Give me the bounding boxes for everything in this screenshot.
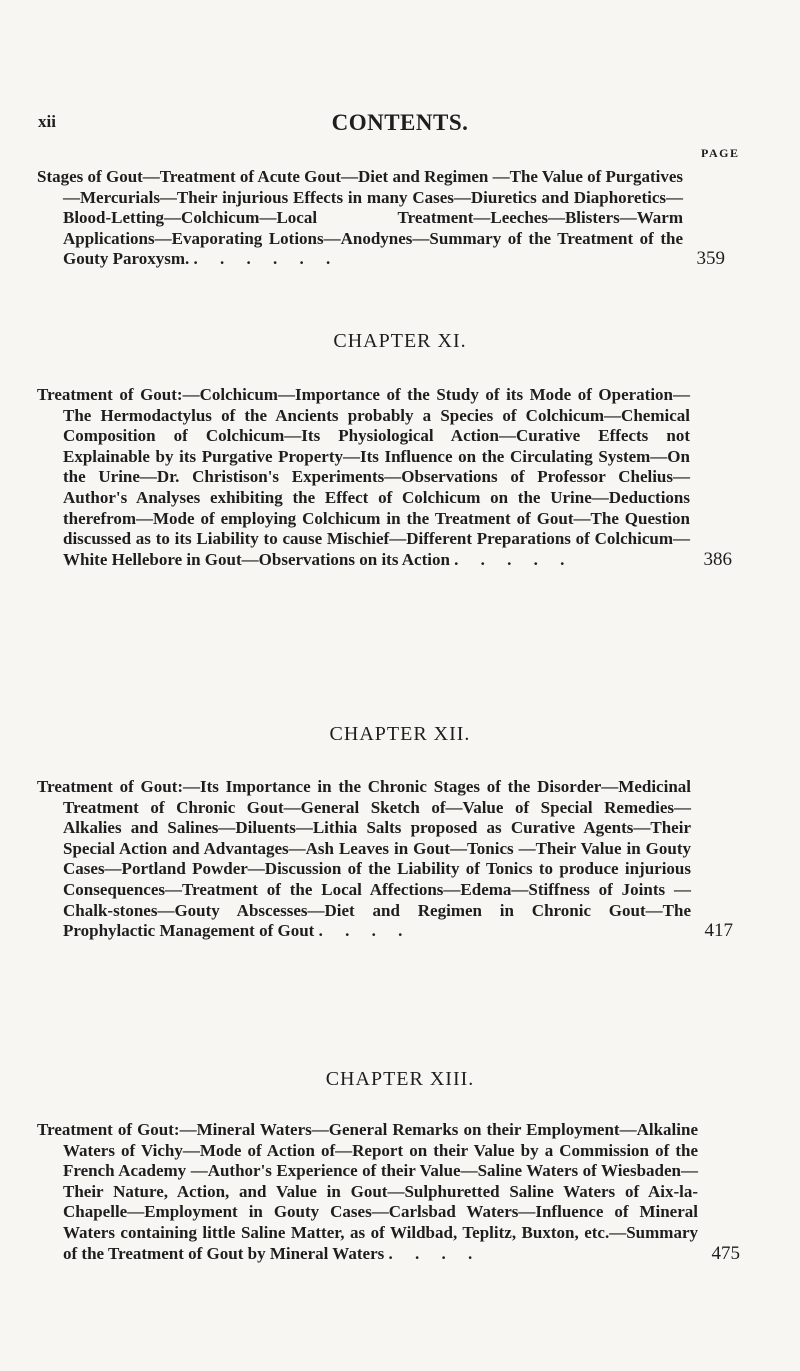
toc-entry-text: Treatment of Gout:—Its Importance in the Chronic Stages of the Disorder—Medicinal Treatment of Chronic Gout—General Sketch of—Value of Special Remedies—Alkalies and Salines—Diluents—Lithia Salts proposed as Curative Agents—Their Special Action and Advantages—Ash Leaves in Gout—Tonics —Their Value in Gouty Cases—Portland Powder—Discussion of the Liability of Tonics to produce injurious Consequences—Treatment of the Local Affections—Edema—Stiffness of Joints —Chalk-stones—Gouty Abscesses—Diet and Regimen in Chronic Gout—The Prophylactic Management of Gout xyxy=(37,777,691,941)
toc-entry-chapter-xii xyxy=(37,777,733,942)
toc-entry-text: Treatment of Gout:—Mineral Waters—General Remarks on their Employment—Alkaline Waters of Vichy—Mode of Action of—Report on their Value by a Commission of the French Academy —Author's Experience of their Value—Saline Waters of Wiesbaden—Their Nature, Action, and Value in Gout—Sulphuretted Saline Waters of Aix-la-Chapelle—Employment in Gouty Cases—Carlsbad Waters—Influence of Mineral Waters containing little Saline Matter, as of Wildbad, Teplitz, Buxton, etc.—Summary of the Treatment of Gout by Mineral Waters xyxy=(37,1120,698,1263)
running-head-title: CONTENTS. xyxy=(331,110,469,135)
leader-dots: . . . . xyxy=(388,1243,482,1263)
toc-entry-text: Treatment of Gout:—Colchicum—Importance of the Study of its Mode of Operation—The Hermodactylus of the Ancients probably a Species of Colchicum—Chemical Composition of Colchicum—Its Physiological Action—Curative Effects not Explainable by its Purgative Property—Its Influence on the Circulating System—On the Urine—Dr. Christison's Experiments—Observations of Professor Chelius—Author's Analyses exhibiting the Effect of Colchicum on the Urine—Deductions therefrom—Mode of employing Colchicum in the Treatment of Gout—The Question discussed as to its Liability to cause Mischief—Different Preparations of Colchicum—White Hellebore in Gout—Observations on its Action xyxy=(37,385,690,569)
leader-dots: . . . . . . xyxy=(193,249,340,269)
chapter-heading-xiii: CHAPTER XIII. xyxy=(325,1068,475,1090)
toc-entry-page: 386 xyxy=(703,548,732,570)
leader-dots: . . . . . xyxy=(454,549,574,569)
page-number: xii xyxy=(38,112,56,131)
leader-dots: . . . . xyxy=(318,921,412,941)
toc-entry-chapter-xi xyxy=(37,385,732,570)
toc-entry-stages-of-gout xyxy=(37,167,725,270)
toc-entry-chapter-xiii xyxy=(37,1120,740,1264)
toc-entry-page: 475 xyxy=(711,1242,740,1264)
chapter-heading-xi: CHAPTER XI. xyxy=(333,330,467,352)
page-column-label: PAGE xyxy=(701,146,740,160)
toc-entry-page: 359 xyxy=(696,248,725,270)
chapter-heading-xii: CHAPTER XII. xyxy=(329,723,471,745)
toc-entry-text: Stages of Gout—Treatment of Acute Gout—Diet and Regimen —The Value of Purgatives—Mercurials—Their injurious Effects in many Cases—Diuretics and Diaphoretics—Blood-Letting—Colchicum—Local Treatment—Leeches—Blisters—Warm Applications—Evaporating Lotions—Anodynes—Summary of the Treatment of the Gouty Paroxysm. xyxy=(37,167,683,269)
toc-entry-page: 417 xyxy=(704,920,733,942)
